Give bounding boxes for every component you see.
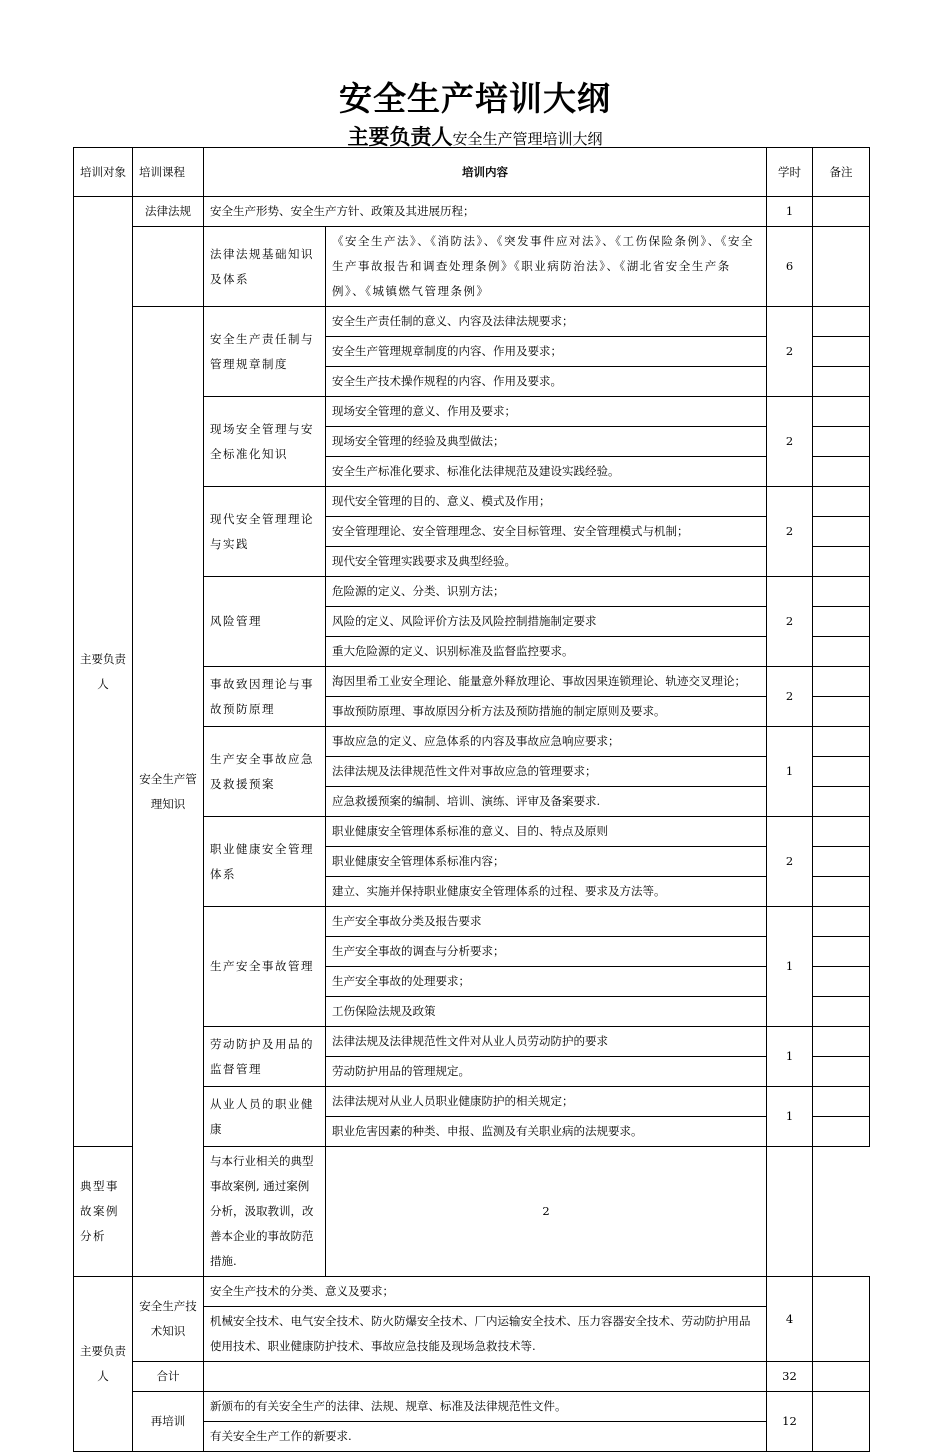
subtitle-text: 安全生产管理培训大纲	[452, 130, 603, 148]
subcourse-cell: 现代安全管理理论与实践	[204, 487, 326, 577]
remarks-cell	[813, 1087, 870, 1117]
hours-cell: 2	[767, 577, 813, 667]
remarks-cell	[813, 487, 870, 517]
content-cell: 工伤保险法规及政策	[326, 997, 767, 1027]
subcourse-cell: 风险管理	[204, 577, 326, 667]
remarks-cell	[813, 967, 870, 997]
subcourse-cell: 事故致因理论与事故预防原理	[204, 667, 326, 727]
subcourse-cell: 从业人员的职业健康	[204, 1087, 326, 1147]
subcourse-cell: 职业健康安全管理体系	[204, 817, 326, 907]
header-hours: 学时	[767, 148, 813, 197]
hours-cell: 2	[767, 667, 813, 727]
subcourse-cell: 典型事故案例分析	[74, 1147, 133, 1277]
content-cell: 重大危险源的定义、识别标准及监督监控要求。	[326, 637, 767, 667]
content-cell: 与本行业相关的典型事故案例, 通过案例分析，汲取教训，改善本企业的事故防范措施.	[204, 1147, 326, 1277]
hours-cell: 1	[767, 197, 813, 227]
course-cell: 法律法规	[133, 197, 204, 227]
remarks-cell	[813, 337, 870, 367]
content-cell: 危险源的定义、分类、识别方法；	[326, 577, 767, 607]
remarks-cell	[813, 907, 870, 937]
table-row	[74, 1277, 870, 1307]
remarks-cell	[813, 697, 870, 727]
hours-cell: 6	[767, 227, 813, 307]
remarks-cell	[813, 817, 870, 847]
document-title: 安全生产培训大纲	[339, 79, 611, 118]
course-cell: 再培训	[133, 1392, 204, 1452]
content-cell: 事故应急的定义、应急体系的内容及事故应急响应要求；	[326, 727, 767, 757]
content-cell: 事故预防原理、事故原因分析方法及预防措施的制定原则及要求。	[326, 697, 767, 727]
remarks-cell	[813, 457, 870, 487]
header-remarks: 备注	[813, 148, 870, 197]
content-cell: 有关安全生产工作的新要求.	[204, 1422, 767, 1452]
content-cell: 劳动防护用品的管理规定。	[326, 1057, 767, 1087]
remarks-cell	[813, 427, 870, 457]
content-cell: 安全生产标准化要求、标准化法律规范及建设实践经验。	[326, 457, 767, 487]
table-row	[74, 197, 870, 227]
remarks-cell	[813, 307, 870, 337]
content-cell: 法律法规及法律规范性文件对从业人员劳动防护的要求	[326, 1027, 767, 1057]
content-cell: 安全生产责任制的意义、内容及法律法规要求；	[326, 307, 767, 337]
content-cell: 职业健康安全管理体系标准的意义、目的、特点及原则	[326, 817, 767, 847]
remarks-cell	[813, 937, 870, 967]
table-row	[74, 227, 870, 307]
remarks-cell	[767, 1147, 813, 1277]
content-cell: 现代安全管理实践要求及典型经验。	[326, 547, 767, 577]
hours-cell: 4	[767, 1277, 813, 1362]
course-cell-empty	[133, 227, 204, 307]
total-hours: 32	[767, 1362, 813, 1392]
remarks-cell	[813, 667, 870, 697]
training-outline-table	[73, 147, 870, 1452]
remarks-cell	[813, 547, 870, 577]
remarks-cell	[813, 727, 870, 757]
remarks-cell	[813, 577, 870, 607]
hours-cell: 2	[767, 487, 813, 577]
content-cell: 生产安全事故的调查与分析要求；	[326, 937, 767, 967]
content-cell: 安全管理理论、安全管理理念、安全目标管理、安全管理模式与机制；	[326, 517, 767, 547]
content-cell: 新颁布的有关安全生产的法律、法规、规章、标准及法律规范性文件。	[204, 1392, 767, 1422]
remarks-cell	[813, 607, 870, 637]
content-cell: 安全生产管理规章制度的内容、作用及要求；	[326, 337, 767, 367]
remarks-cell	[813, 1057, 870, 1087]
hours-cell: 1	[767, 1027, 813, 1087]
hours-cell: 2	[767, 397, 813, 487]
subcourse-cell: 安全生产责任制与管理规章制度	[204, 307, 326, 397]
course-cell: 安全生产管理知识	[133, 307, 204, 1277]
content-cell: 生产安全事故的处理要求；	[326, 967, 767, 997]
header-course: 培训课程	[133, 148, 204, 197]
remarks-cell	[813, 847, 870, 877]
target-cell: 主要负责人	[74, 1277, 133, 1452]
hours-cell: 1	[767, 727, 813, 817]
subcourse-cell: 劳动防护及用品的监督管理	[204, 1027, 326, 1087]
content-cell: 现代安全管理的目的、意义、模式及作用；	[326, 487, 767, 517]
hours-cell: 2	[767, 817, 813, 907]
header-content: 培训内容	[204, 148, 767, 197]
remarks-cell	[813, 787, 870, 817]
content-cell: 安全生产技术操作规程的内容、作用及要求。	[326, 367, 767, 397]
content-cell: 生产安全事故分类及报告要求	[326, 907, 767, 937]
subtitle-role: 主要负责人	[347, 124, 453, 149]
content-cell: 应急救援预案的编制、培训、演练、评审及备案要求.	[326, 787, 767, 817]
content-cell: 法律法规及法律规范性文件对事故应急的管理要求；	[326, 757, 767, 787]
table-row	[74, 307, 870, 337]
remarks-cell	[813, 1392, 870, 1452]
remarks-cell	[813, 1117, 870, 1147]
remarks-cell	[813, 227, 870, 307]
remarks-cell	[813, 517, 870, 547]
content-cell: 职业健康安全管理体系标准内容；	[326, 847, 767, 877]
table-row	[74, 1392, 870, 1422]
content-cell: 机械安全技术、电气安全技术、防火防爆安全技术、厂内运输安全技术、压力容器安全技术、劳动防护用品使用技术、职业健康防护技术、事故应急技能及现场急救技术等.	[204, 1307, 767, 1362]
header-row	[74, 148, 870, 197]
content-cell: 海因里希工业安全理论、能量意外释放理论、事故因果连锁理论、轨迹交叉理论；	[326, 667, 767, 697]
remarks-cell	[813, 367, 870, 397]
remarks-cell	[813, 877, 870, 907]
subcourse-cell: 法律法规基础知识及体系	[204, 227, 326, 307]
remarks-cell	[813, 397, 870, 427]
course-cell: 安全生产技术知识	[133, 1277, 204, 1362]
hours-cell: 1	[767, 907, 813, 1027]
remarks-cell	[813, 1362, 870, 1392]
content-cell: 职业危害因素的种类、申报、监测及有关职业病的法规要求。	[326, 1117, 767, 1147]
content-cell: 现场安全管理的意义、作用及要求；	[326, 397, 767, 427]
hours-cell: 12	[767, 1392, 813, 1452]
content-cell: 安全生产技术的分类、意义及要求；	[204, 1277, 767, 1307]
total-label: 合计	[133, 1362, 204, 1392]
remarks-cell	[813, 197, 870, 227]
total-content	[204, 1362, 767, 1392]
target-cell: 主要负责人	[74, 197, 133, 1147]
hours-cell: 1	[767, 1087, 813, 1147]
header-target: 培训对象	[74, 148, 133, 197]
total-row	[74, 1362, 870, 1392]
content-cell: 安全生产形势、安全生产方针、政策及其进展历程；	[204, 197, 767, 227]
subcourse-cell: 生产安全事故管理	[204, 907, 326, 1027]
content-cell: 建立、实施并保持职业健康安全管理体系的过程、要求及方法等。	[326, 877, 767, 907]
hours-cell: 2	[326, 1147, 767, 1277]
remarks-cell	[813, 637, 870, 667]
remarks-cell	[813, 757, 870, 787]
subcourse-cell: 现场安全管理与安全标准化知识	[204, 397, 326, 487]
subcourse-cell: 生产安全事故应急及救援预案	[204, 727, 326, 817]
remarks-cell	[813, 1277, 870, 1362]
content-cell: 现场安全管理的经验及典型做法；	[326, 427, 767, 457]
content-cell: 风险的定义、风险评价方法及风险控制措施制定要求	[326, 607, 767, 637]
content-cell: 法律法规对从业人员职业健康防护的相关规定；	[326, 1087, 767, 1117]
remarks-cell	[813, 997, 870, 1027]
hours-cell: 2	[767, 307, 813, 397]
remarks-cell	[813, 1027, 870, 1057]
content-cell: 《安全生产法》、《消防法》、《突发事件应对法》、《工伤保险条例》、《安全生产事故报告和调查处理条例》《职业病防治法》、《湖北省安全生产条例》、《城镇燃气管理条例》	[326, 227, 767, 307]
